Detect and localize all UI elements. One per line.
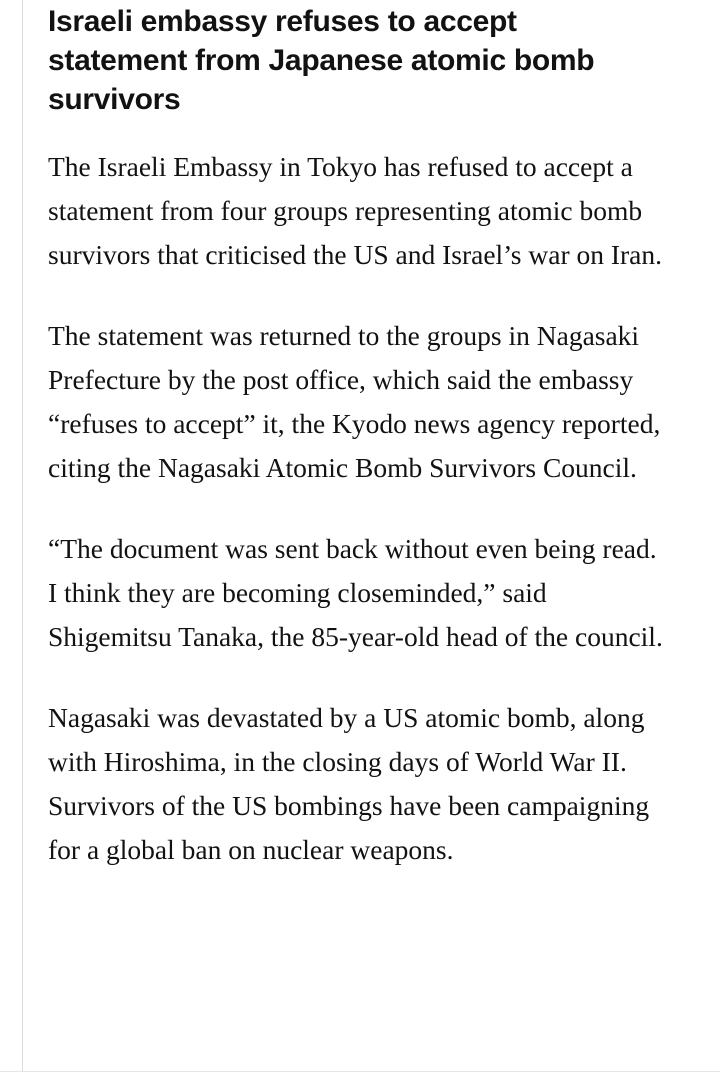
article-body <box>48 145 672 872</box>
left-gutter-rule <box>22 0 23 1072</box>
article-paragraph: The statement was returned to the groups in Nagasaki Prefecture by the post office, which said the embassy “refuses to accept” it, the Kyodo news agency reported, citing the Nagasaki Atomic Bomb Survivors Council. <box>48 320 661 483</box>
article-paragraph: The Israeli Embassy in Tokyo has refused to accept a statement from four groups representing atomic bomb survivors that criticised the US and Israel’s war on Iran. <box>48 151 662 270</box>
article-paragraph: “The document was sent back without even being read. I think they are becoming closeminded,” said Shigemitsu Tanaka, the 85-year-old head of the council. <box>48 533 663 652</box>
article-paragraph: Nagasaki was devastated by a US atomic bomb, along with Hiroshima, in the closing days of World War II. Survivors of the US bombings have been campaigning for a global ban on nuclear weapons. <box>48 702 650 865</box>
article-headline: Israeli embassy refuses to accept statement from Japanese atomic bomb survivors <box>48 5 595 116</box>
article-container <box>48 0 672 872</box>
